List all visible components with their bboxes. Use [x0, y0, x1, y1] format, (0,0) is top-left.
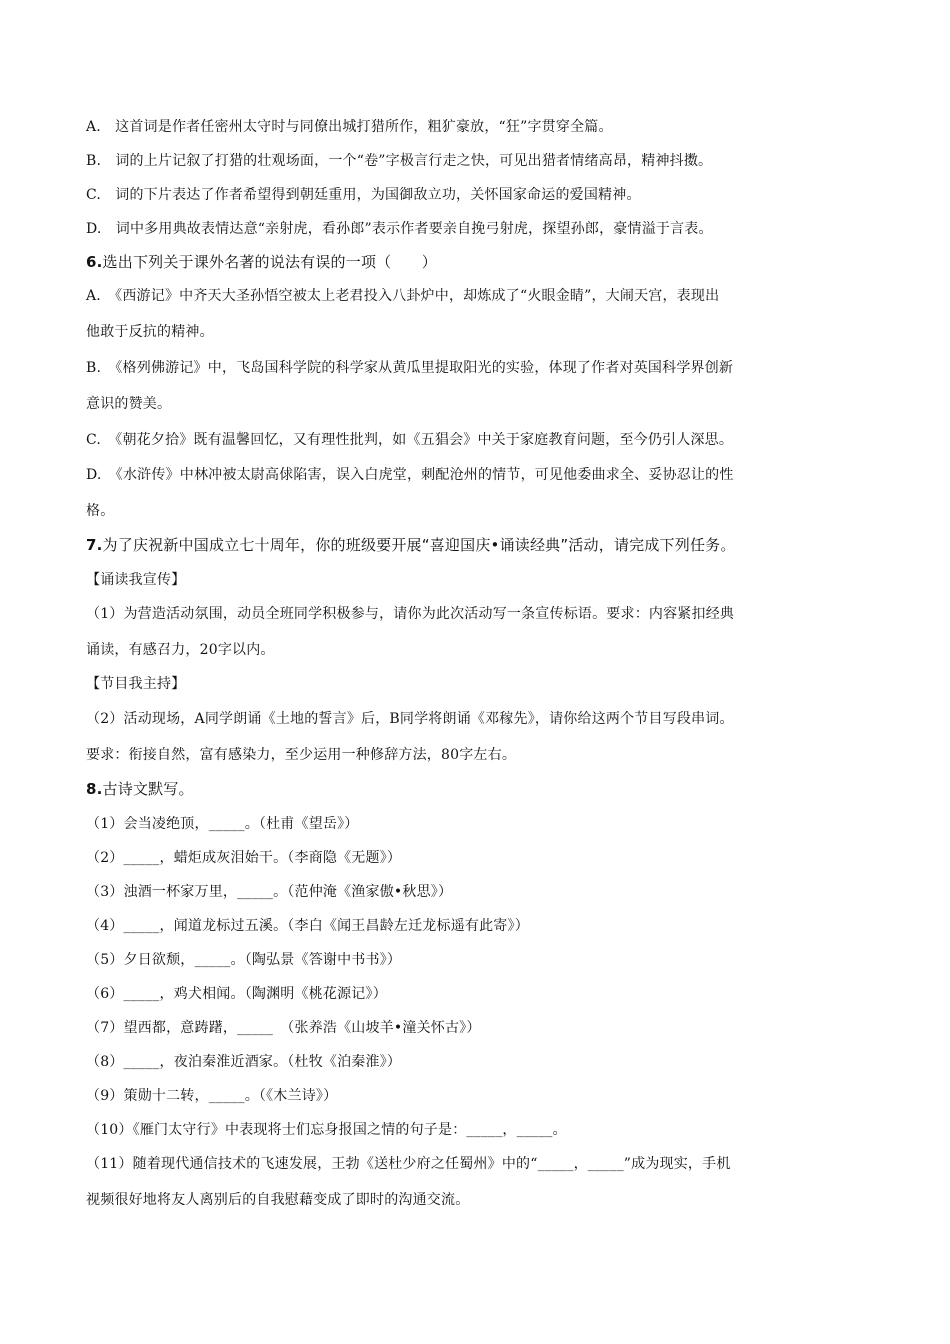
q6-option-b-line1: B. 《格列佛游记》中，飞岛国科学院的科学家从黄瓜里提取阳光的实验，体现了作者对英国科学界创新	[86, 360, 734, 376]
q8-item-6: （6）_____，鸡犬相闻。（陶渊明《桃花源记》）	[86, 986, 387, 1002]
q8-item-11-line2: 视频很好地将友人离别后的自我慰藉变成了即时的沟通交流。	[86, 1192, 470, 1208]
q7-section-publicity: 【诵读我宣传】	[86, 572, 186, 588]
q6-option-d-line1: D. 《水浒传》中林冲被太尉高俅陷害，误入白虎堂，刺配沧州的情节，可见他委曲求全、妥协忍让的性	[86, 467, 734, 483]
q7-stem-text: 为了庆祝新中国成立七十周年，你的班级要开展“喜迎国庆•诵读经典”活动，请完成下列任务。	[102, 536, 736, 554]
q5-option-d: D. 词中多用典故表情达意“亲射虎，看孙郎”表示作者要亲自挽弓射虎，探望孙郎，豪情溢于言表。	[86, 221, 713, 237]
q8-stem	[86, 779, 866, 799]
q7-task2-line1: （2）活动现场，A同学朗诵《土地的誓言》后，B同学将朗诵《邓稼先》，请你给这两个节目写段串词。	[86, 711, 734, 727]
q6-option-a-line1: A. 《西游记》中齐天大圣孙悟空被太上老君投入八卦炉中，却炼成了“火眼金睛”，大闹天宫，表现出	[86, 288, 720, 304]
q8-item-11-line1: （11）随着现代通信技术的飞速发展，王勃《送杜少府之任蜀州》中的“_____，_____”成为现实，手机	[86, 1156, 731, 1172]
q7-task1-line2: 诵读，有感召力，20字以内。	[86, 642, 275, 658]
q6-number: 6.	[86, 253, 103, 271]
q6-stem	[86, 252, 866, 272]
q7-section-host: 【节目我主持】	[86, 676, 186, 692]
q8-item-2: （2）_____，蜡炬成灰泪始干。（李商隐《无题》）	[86, 850, 402, 866]
q5-option-b: B. 词的上片记叙了打猎的壮观场面，一个“卷”字极言行走之快，可见出猎者情绪高昂，精神抖擞。	[86, 153, 713, 169]
q7-task2-line2: 要求：衔接自然，富有感染力，至少运用一种修辞方法，80字左右。	[86, 747, 517, 763]
q8-stem-text: 古诗文默写。	[102, 780, 194, 798]
q8-item-7: （7）望西都，意踌躇，_____ （张养浩《山坡羊•潼关怀古》）	[86, 1020, 481, 1036]
q8-item-3: （3）浊酒一杯家万里，_____。（范仲淹《渔家傲•秋思》）	[86, 884, 453, 900]
q8-item-5: （5）夕日欲颓，_____。（陶弘景《答谢中书书》）	[86, 952, 402, 968]
q6-stem-text: 选出下列关于课外名著的说法有误的一项（ ）	[102, 253, 437, 271]
q6-option-c: C. 《朝花夕拾》既有温馨回忆，又有理性批判，如《五猖会》中关于家庭教育问题，至今仍引人深思。	[86, 432, 734, 448]
q8-item-4: （4）_____，闻道龙标过五溪。（李白《闻王昌龄左迁龙标遥有此寄》）	[86, 918, 529, 934]
q8-item-10: （10）《雁门太守行》中表现将士们忘身报国之情的句子是：_____，_____。	[86, 1122, 567, 1138]
q8-item-8: （8）_____，夜泊秦淮近酒家。（杜牧《泊秦淮》）	[86, 1054, 402, 1070]
q6-option-b-line2: 意识的赞美。	[86, 396, 172, 412]
q6-option-d-line2: 格。	[86, 503, 115, 519]
q5-option-c: C. 词的下片表达了作者希望得到朝廷重用，为国御敌立功，关怀国家命运的爱国精神。	[86, 187, 641, 203]
q5-option-a: A. 这首词是作者任密州太守时与同僚出城打猎所作，粗犷豪放，“狂”字贯穿全篇。	[86, 119, 613, 135]
q7-number: 7.	[86, 536, 103, 554]
q7-task1-line1: （1）为营造活动氛围，动员全班同学积极参与，请你为此次活动写一条宣传标语。要求：内容紧扣经典	[86, 606, 735, 622]
q6-option-a-line2: 他敢于反抗的精神。	[86, 324, 214, 340]
q8-item-1: （1）会当凌绝顶，_____。（杜甫《望岳》）	[86, 816, 359, 832]
q7-stem	[86, 535, 866, 555]
q8-number: 8.	[86, 780, 103, 798]
q8-item-9: （9）策勋十二转，_____。（《木兰诗》）	[86, 1088, 338, 1104]
